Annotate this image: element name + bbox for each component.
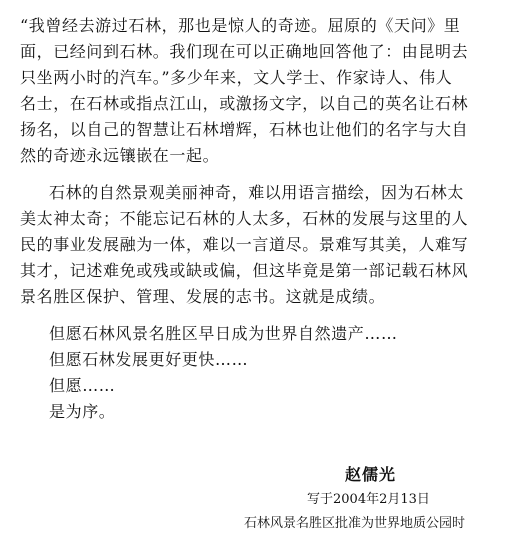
paragraph-2-line-1: 石林的自然景观美丽神奇，难以用语言描绘，因为石林太 <box>49 183 465 202</box>
paragraph-1-line-5: 扬名，以自己的智慧让石林增辉，石林也让他们的名字与大自 <box>20 120 469 139</box>
paragraph-1-line-6: 然的奇迹永远镶嵌在一起。 <box>20 146 220 165</box>
paragraph-2-line-4: 其才，记述难免或残或缺或偏，但这毕竟是第一部记载石林风 <box>20 261 469 280</box>
writing-date: 写于2004年2月13日 <box>307 492 430 507</box>
paragraph-1-line-3: 只坐两小时的汽车。”多少年来，文人学士、作家诗人、伟人 <box>20 68 453 87</box>
paragraph-2-line-5: 景名胜区保护、管理、发展的志书。这就是成绩。 <box>20 287 386 306</box>
wish-line-1: 但愿石林风景名胜区早日成为世界自然遗产…… <box>49 324 398 343</box>
wish-line-3: 但愿…… <box>49 376 116 395</box>
closing-line: 是为序。 <box>49 402 116 421</box>
wish-line-2: 但愿石林发展更好更快…… <box>49 350 249 369</box>
paragraph-2-line-2: 美太神太奇；不能忘记石林的人太多，石林的发展与这里的人 <box>20 209 469 228</box>
paragraph-2-line-3: 民的事业发展融为一体，难以一言道尽。景难写其美，人难写 <box>20 235 469 254</box>
paragraph-1-line-4: 名士，在石林或指点江山，或激扬文字，以自己的英名让石林 <box>20 94 469 113</box>
paragraph-1-line-1: “我曾经去游过石林，那也是惊人的奇迹。屈原的《天问》里 <box>20 16 461 35</box>
paragraph-1-line-2: 面，已经问到石林。我们现在可以正确地回答他了：由昆明去 <box>20 42 469 61</box>
writing-occasion: 石林风景名胜区批准为世界地质公园时 <box>244 516 466 531</box>
author-name: 赵儒光 <box>345 465 397 484</box>
